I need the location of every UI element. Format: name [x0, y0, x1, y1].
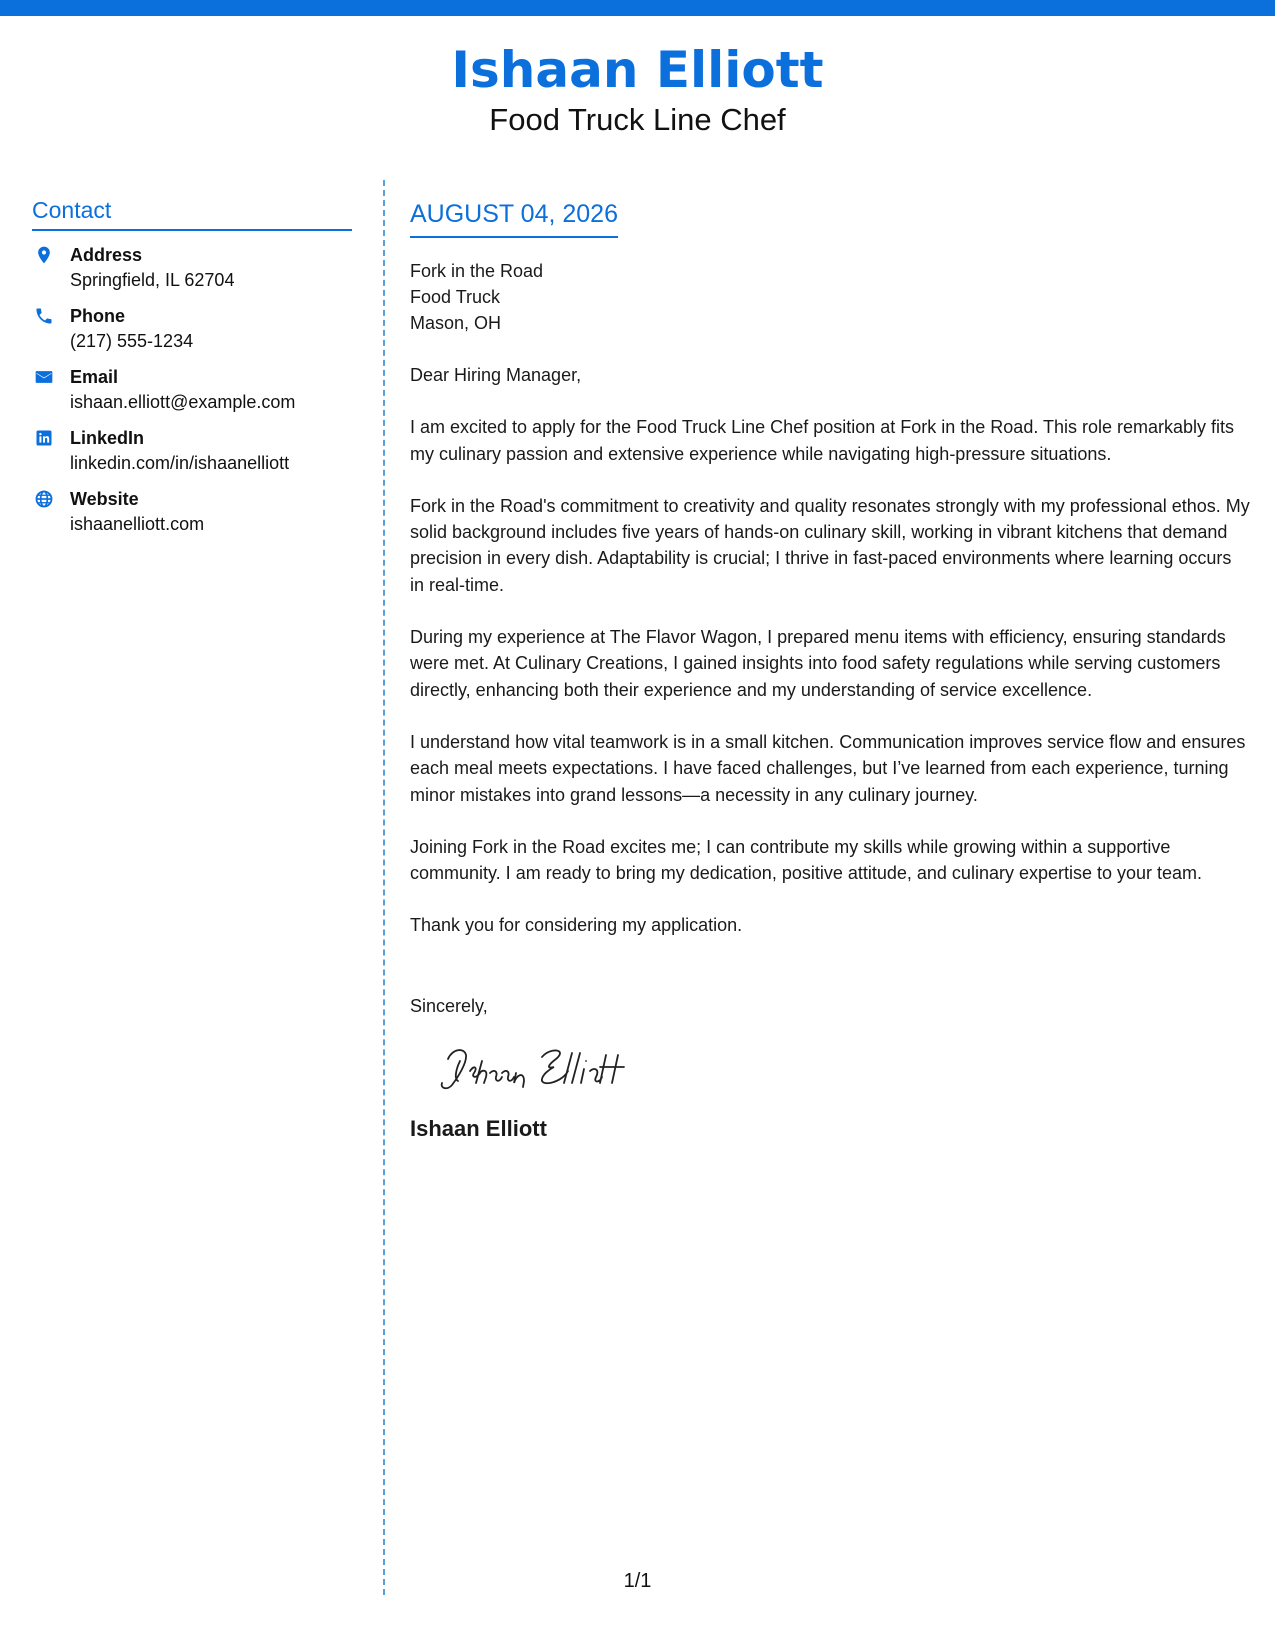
contact-item-address — [32, 243, 352, 293]
linkedin-icon — [34, 428, 54, 448]
applicant-name: Ishaan Elliott — [451, 41, 824, 99]
closing: Sincerely, — [410, 995, 488, 1016]
phone-icon — [34, 306, 54, 326]
recipient-line: Mason, OH — [410, 313, 502, 333]
letter-paragraph: I understand how vital teamwork is in a small kitchen. Communication improves service flow and ensures each meal meets expectations. I have faced challenges, but I’ve learned from each experience, turning minor mistakes into grand lessons—a necessity in any culinary journey. — [410, 731, 1246, 805]
contact-value-phone: (217) 555-1234 — [70, 331, 194, 351]
job-title: Food Truck Line Chef — [489, 102, 786, 137]
salutation: Dear Hiring Manager, — [410, 365, 582, 385]
recipient-line: Fork in the Road — [410, 261, 544, 281]
email-icon — [34, 367, 54, 387]
contact-label-phone: Phone — [70, 306, 126, 326]
letter-paragraph: I am excited to apply for the Food Truck Line Chef position at Fork in the Road. This role remarkably fits my culinary passion and extensive experience while navigating high-pressure situations. — [410, 417, 1235, 464]
header — [0, 40, 1275, 140]
contact-label-address: Address — [70, 245, 143, 265]
signed-name: Ishaan Elliott — [410, 1115, 547, 1141]
contact-item-phone — [32, 304, 352, 354]
globe-icon — [34, 489, 54, 509]
letter-body — [410, 198, 1250, 1144]
contact-item-linkedin — [32, 426, 352, 476]
location-pin-icon — [34, 245, 54, 265]
recipient-line: Food Truck — [410, 287, 501, 307]
contact-value-email: ishaan.elliott@example.com — [70, 392, 296, 412]
letter-paragraph: Thank you for considering my application. — [410, 915, 743, 936]
recipient-block — [410, 258, 1250, 336]
contact-item-email — [32, 365, 352, 415]
top-accent-bar — [0, 0, 1275, 16]
contact-value-address: Springfield, IL 62704 — [70, 270, 235, 290]
handwritten-signature — [430, 1037, 660, 1097]
letter-paragraph: Joining Fork in the Road excites me; I can contribute my skills while growing within a supportive community. I am ready to bring my dedication, positive attitude, and culinary expertise to your team. — [410, 836, 1203, 884]
contact-value-website: ishaanelliott.com — [70, 514, 205, 534]
letter-paragraph: Fork in the Road's commitment to creativity and quality resonates strongly with my professional ethos. My solid background includes five years of hands-on culinary skill, working in vibrant kitchens that demand precision in every dish. Adaptability is crucial; I thrive in fast-paced environments where learning occurs in real-time. — [410, 495, 1250, 595]
page-number: 1/1 — [623, 1570, 652, 1592]
contact-value-linkedin: linkedin.com/in/ishaanelliott — [70, 453, 290, 473]
letter-paragraph: During my experience at The Flavor Wagon, I prepared menu items with efficiency, ensuring standards were met. At Culinary Creations, I gained insights into food safety regulations while serving customers directly, enhancing both their experience and my understanding of service excellence. — [410, 627, 1226, 700]
column-divider — [383, 180, 385, 1595]
contact-heading: Contact — [32, 195, 352, 231]
contact-item-website — [32, 487, 352, 537]
contact-sidebar — [32, 195, 352, 548]
contact-label-website: Website — [70, 489, 139, 509]
contact-label-linkedin: LinkedIn — [70, 428, 145, 448]
letter-date: AUGUST 04, 2026 — [410, 198, 618, 238]
contact-label-email: Email — [70, 367, 119, 387]
